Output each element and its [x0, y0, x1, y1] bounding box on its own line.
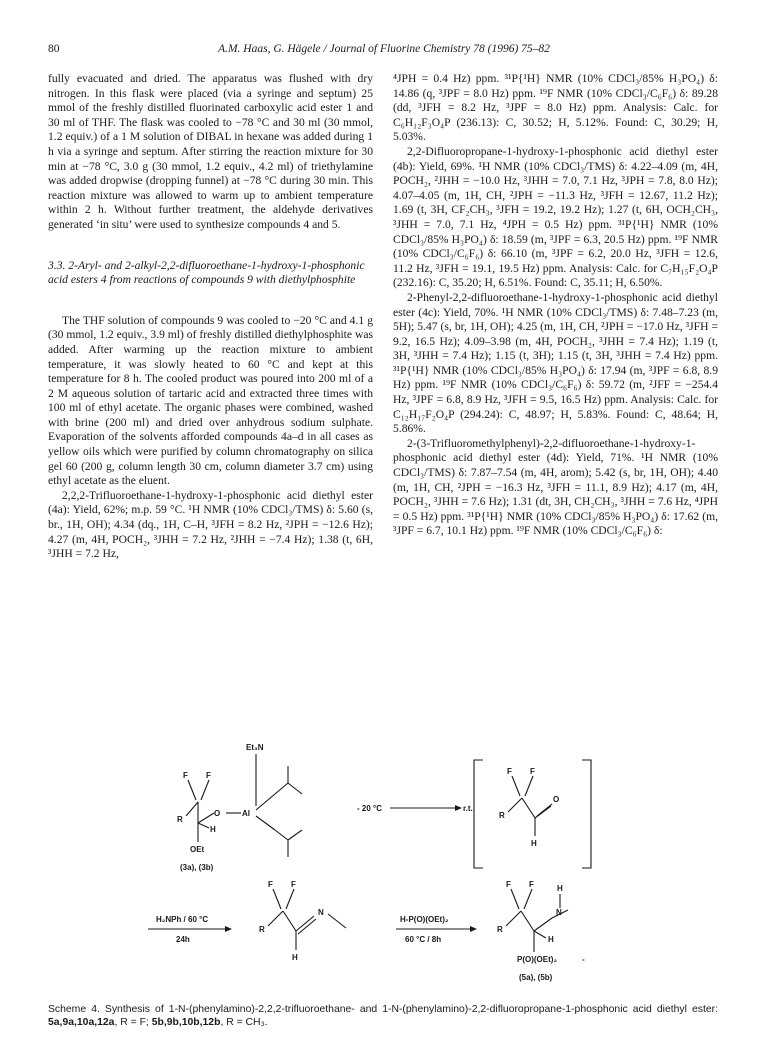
scheme-reagent-conditions: 60 °C / 8h: [405, 935, 442, 944]
right-paragraph-1: ⁴JPH = 0.4 Hz) ppm. ³¹P{¹H} NMR (10% CDCl₃/85% H₃PO₄) δ: 14.86 (q, ³JPF = 8.0 Hz) ppm. ¹⁹F NMR (10% CDCl₃/C₆F₆) δ: 89.28 (dd, ³JFH = 8.2 Hz, ³JPF = 8.0 Hz) ppm. Analysis: Calc. for C₆H₁₂F₃O₄P (236.13): C, 30.52; H, 5.12%. Found: C, 30.29; H, 5.03%.: [393, 72, 718, 144]
right-paragraph-4: 2-(3-Trifluoromethylphenyl)-2,2-difluoroethane-1-hydroxy-1-phosphonic acid diethyl ester (4d): Yield, 71%. ¹H NMR (10% CDCl₃/TMS) δ: 7.87–7.54 (m, 4H, arom); 5.42 (s, br, 1H, OH); 4.40 (m, 1H, CH, ²JPH = −16.3 Hz, ³JFH = 11.1, 8.9 Hz); 4.17 (m, 4H, POCH₂, ³JHH = 7.6 Hz); 1.31 (dt, 3H, CH₂CH₃, ³JHH = 7.6 Hz, ⁴JPH = 0.5 Hz) ppm. ³¹P{¹H} NMR (10% CDCl₃/85% H₃PO₄) δ: 17.62 (m, ³JPF = 6.7, 10.1 Hz) ppm. ¹⁹F NMR (10% CDCl₃/C₆F₆) δ:: [393, 436, 718, 538]
scheme-n: N: [318, 908, 324, 917]
caption-r-f: , R = F;: [114, 1017, 152, 1028]
scheme-r: R: [499, 811, 505, 820]
scheme-r: R: [177, 815, 183, 824]
scheme-mark: -: [582, 955, 585, 964]
scheme-r: R: [497, 925, 503, 934]
scheme-f: F: [183, 771, 188, 780]
scheme-reagent-aniline: H₂NPh / 60 °C: [156, 915, 209, 924]
scheme-reagent-time: 24h: [176, 935, 190, 944]
caption-compounds-b: 5b,9b,10b,12b: [151, 1017, 221, 1028]
scheme-r: R: [259, 925, 265, 934]
caption-r-ch3: , R = CH₃.: [220, 1017, 268, 1028]
scheme-label-5: (5a), (5b): [519, 973, 553, 982]
scheme-arrow1-rt: r.t.: [463, 804, 473, 813]
caption-compounds-a: 5a,9a,10a,12a: [48, 1017, 115, 1028]
scheme-h: H: [292, 953, 298, 962]
section-heading: 3.3. 2-Aryl- and 2-alkyl-2,2-difluoroethane-1-hydroxy-1-phosphonic acid esters 4 from reactions of compounds 9 with diethylphosphite: [48, 258, 365, 287]
scheme-n: N: [556, 908, 562, 917]
right-paragraph-3: 2-Phenyl-2,2-difluoroethane-1-hydroxy-1-phosphonic acid diethyl ester (4c): Yield, 70%. ¹H NMR (10% CDCl₃/TMS) δ: 7.48–7.23 (m, 5H); 5.47 (s, br, 1H, OH); 4.25 (m, 1H, CH, ²JPH = −17.0 Hz, ³JFH = 9.2, 16.5 Hz); 4.09–3.98 (m, 4H, POCH₂, ³JHH = 7.4 Hz); 1.19 (t, 3H, ³JHH = 7.4 Hz); 1.15 (t, 3H); 1.15 (t, 3H, ³JHH = 7.4 Hz) ppm. ³¹P{¹H} NMR (10% CDCl₃/85% H₃PO₄) δ: 17.94 (m, ³JPF = 6.8, 8.9 Hz) ppm. ¹⁹F NMR (10% CDCl₃/C₆F₆) δ: 59.72 (m, ²JFF = −254.4 Hz, ³JPF = 6.8, 8.9 Hz, ³JFH = 9.5, 16.5 Hz) ppm. Analysis: Calc. for C₁₂H₁₇F₂O₄P (294.24): C, 48.97; H, 5.83%. Found: C, 48.64; H, 5.86%.: [393, 290, 718, 436]
scheme-arrow1-temp: - 20 °C: [357, 804, 382, 813]
scheme-f: F: [529, 880, 534, 889]
scheme-f: F: [268, 880, 273, 889]
scheme-drawing: [0, 718, 768, 1003]
scheme-et3n: Et₃N: [246, 743, 264, 752]
scheme-oet: OEt: [190, 845, 205, 854]
scheme-f: F: [507, 767, 512, 776]
scheme-f: F: [506, 880, 511, 889]
scheme-label-3: (3a), (3b): [180, 863, 214, 872]
right-column: [393, 72, 718, 539]
scheme-h: H: [548, 935, 554, 944]
reaction-scheme: [0, 718, 768, 1036]
running-head: A.M. Haas, G. Hägele / Journal of Fluorine Chemistry 78 (1996) 75–82: [218, 43, 550, 55]
scheme-h: H: [210, 825, 216, 834]
scheme-al: Al: [242, 809, 250, 818]
left-column: [48, 72, 373, 562]
scheme-f: F: [530, 767, 535, 776]
scheme-phosphonate-group: P(O)(OEt)₂: [517, 955, 557, 964]
scheme-h: H: [557, 884, 563, 893]
scheme-caption: [48, 1003, 718, 1029]
scheme-o: O: [553, 795, 560, 804]
left-paragraph-1: fully evacuated and dried. The apparatus was flushed with dry nitrogen. In this flask were placed (via a syringe and septum) 25 mmol of the freshly distilled fluorinated carboxylic acid ester 1 and 30 ml of THF. The flask was cooled to −78 °C and 30 ml (30 mmol, 1.2 equiv.) of a 1 M solution of DIBAL in hexane was added during 1 h via a syringe and septum. After stirring the reaction mixture for 30 min at −78 °C, 3.0 g (30 mmol, 1.2 equiv., 4.2 ml) of triethylamine was added dropwise (dropping funnel) at −78 °C during 30 min. This reaction mixture was allowed to warm up to ambient temperature within 2 h. Without further treatment, the aldehyde derivatives generated ‘in situ’ were used to synthesize compounds 4 and 5.: [48, 72, 373, 231]
scheme-f: F: [206, 771, 211, 780]
right-paragraph-2: 2,2-Difluoropropane-1-hydroxy-1-phosphonic acid diethyl ester (4b): Yield, 69%. ¹H NMR (10% CDCl₃/TMS) δ: 4.22–4.09 (m, 4H, POCH₂, ²JHH = −10.0 Hz, ³JHH = 7.0, 7.1 Hz, ³JPH = 7.8, 8.0 Hz); 4.07–4.05 (m, 1H, CH, ²JPH = −11.3 Hz, ³JFH = 12.67, 11.2 Hz); 1.69 (t, 3H, CF₂CH₃, ³JFH = 19.2, 19.2 Hz); 1.27 (t, 6H, OCH₂CH₃, ³JHH = 7.0, 7.1 Hz, ⁴JPH = 0.5 Hz) ppm. ³¹P{¹H} NMR (10% CDCl₃/85% H₃PO₄) δ: 18.59 (m, ³JPF = 6.3, 20.5 Hz) ppm. ¹⁹F NMR (10% CDCl₃/C₆F₆) δ: 66.10 (m, ³JPF = 6.2, 20.0 Hz, ³JFH = 12.6, 11.2 Hz, ³JFH = 19.1, 19.5 Hz) ppm. Analysis: Calc. for C₇H₁₅F₂O₄P (232.16): C, 35.20; H, 6.51%. Found: C, 35.11; H, 6.50%.: [393, 144, 718, 290]
page-number: 80: [48, 43, 60, 55]
caption-lead: Scheme 4. Synthesis of 1-N-(phenylamino)-2,2,2-trifluoroethane- and 1-N-(phenylamino)-2,2-difluoropropane-1-phosphonic acid diethyl ester:: [48, 1004, 718, 1015]
scheme-reagent-phosphite: H-P(O)(OEt)₂: [400, 915, 449, 924]
scheme-o: O: [214, 809, 221, 818]
left-paragraph-2: The THF solution of compounds 9 was cooled to −20 °C and 4.1 g (30 mmol, 1.2 equiv., 3.9 ml) of freshly distilled diethylphosphite was added. After warming up the reaction mixture to ambient temperature, it was slowly heated to 60 °C and kept at this temperature for 8 h. The cooled product was poured into 200 ml of a 2 M aqueous solution of tartaric acid and extracted three times with 100 ml of ethyl acetate. The organic phases were combined, washed with brine (200 ml) and dried over anhydrous sodium sulphate. Evaporation of the solvents afforded compounds 4a–d in all cases as yellow oils which were purified by column chromatography on silica gel 60 (200 g, column length 30 cm, column diameter 3.7 cm) using ethyl acetate as the eluent.: [48, 313, 373, 488]
left-paragraph-3: 2,2,2-Trifluoroethane-1-hydroxy-1-phosphonic acid diethyl ester (4a): Yield, 62%; m.p. 59 °C. ¹H NMR (10% CDCl₃/TMS) δ: 5.60 (s, br., 1H, OH); 4.34 (dq., 1H, C–H, ³JFH = 8.2 Hz, ²JPH = −12.6 Hz); 4.27 (m, 4H, POCH₂, ³JHH = 7.2 Hz, ²JHH = −7.4 Hz); 1.38 (t, 6H, ³JHH = 7.2 Hz,: [48, 488, 373, 561]
scheme-h: H: [531, 839, 537, 848]
scheme-f: F: [291, 880, 296, 889]
